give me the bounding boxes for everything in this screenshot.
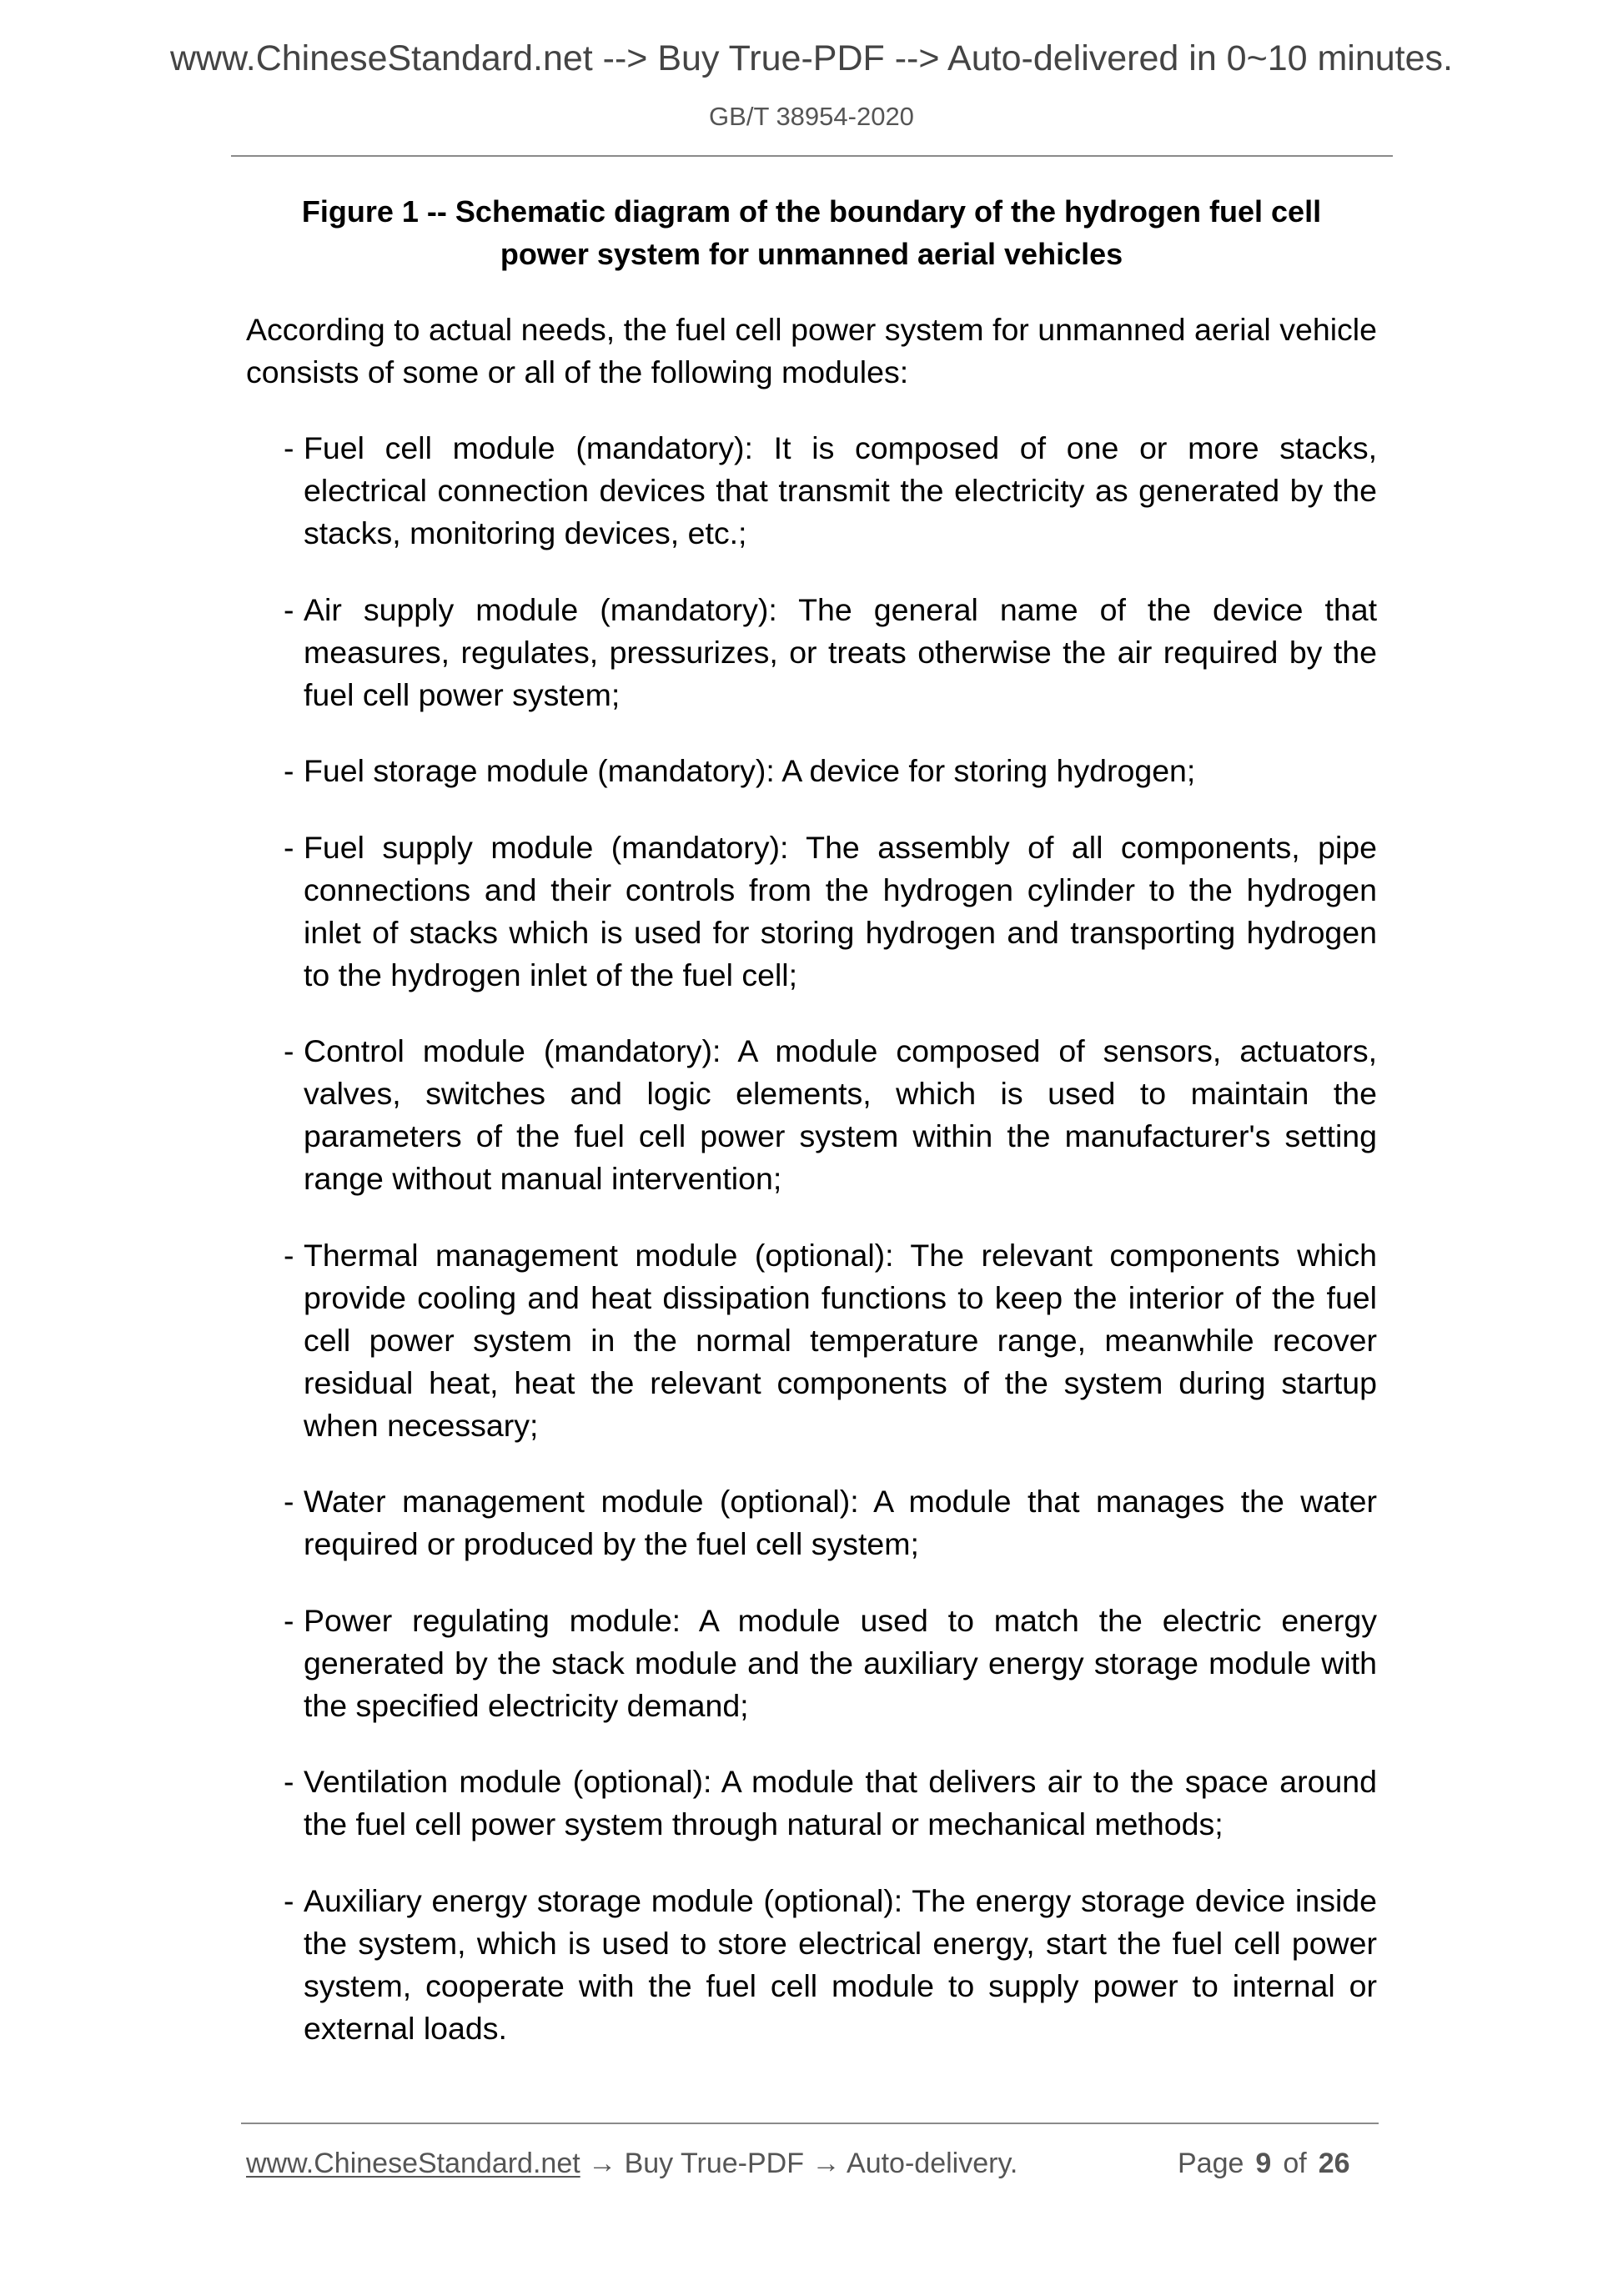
header-divider [231, 155, 1393, 157]
page-total: 26 [1318, 2148, 1350, 2179]
bullet-dash: - [284, 829, 294, 865]
arrow-right-icon: → [812, 2148, 841, 2179]
module-item-thermal-management [246, 1234, 1377, 1447]
module-text: Control module (mandatory): A module composed of sensors, actuators, valves, switches and logic elements, which is used to maintain the parameters of the fuel cell power system within the manufacturer's setting range without manual intervention; [304, 1033, 1377, 1196]
module-item-power-regulating [246, 1600, 1377, 1727]
module-text: Fuel supply module (mandatory): The assembly of all components, pipe connections and their controls from the hydrogen cylinder to the hydrogen inlet of stacks which is used for storing hydrogen and transporting hydrogen to the hydrogen inlet of the fuel cell; [304, 829, 1377, 992]
bullet-dash: - [284, 1602, 294, 1638]
bullet-dash: - [284, 1484, 294, 1519]
module-item-ventilation [246, 1761, 1377, 1846]
intro-paragraph: According to actual needs, the fuel cell power system for unmanned aerial vehicle consists of some or all of the following modules: [246, 312, 1377, 389]
module-text: Thermal management module (optional): The relevant components which provide cooling and heat dissipation functions to keep the interior of the fuel cell power system in the normal temperature range, meanwhile recover residual heat, heat the relevant components of the system during startup when necessary; [304, 1237, 1377, 1443]
figure-caption-line-2: power system for unmanned aerial vehicles [500, 237, 1123, 271]
footer-site-link[interactable]: www.ChineseStandard.net [246, 2148, 580, 2179]
module-text: Auxiliary energy storage module (optional): The energy storage device inside the system, which is used to store electrical energy, start the fuel cell power system, cooperate with the fuel cell module to supply power to internal or external loads. [304, 1882, 1377, 2046]
module-text: Power regulating module: A module used to match the electric energy generated by the stack module and the auxiliary energy storage module with the specified electricity demand; [304, 1602, 1377, 1723]
module-item-control [246, 1030, 1377, 1200]
bullet-dash: - [284, 430, 294, 465]
module-text: Ventilation module (optional): A module that delivers air to the space around the fuel cell power system through natural or mechanical methods; [304, 1764, 1377, 1841]
document-body [246, 190, 1377, 2083]
module-list [246, 427, 1377, 2050]
page-number [1178, 2145, 1350, 2182]
module-text: Air supply module (mandatory): The general name of the device that measures, regulates, pressurizes, or treats otherwise the air required by the fuel cell power system; [304, 591, 1377, 712]
module-text: Fuel storage module (mandatory): A device for storing hydrogen; [304, 753, 1196, 788]
bullet-dash: - [284, 1764, 294, 1799]
footer-divider [241, 2123, 1379, 2124]
module-item-fuel-storage [246, 750, 1377, 792]
module-text: Fuel cell module (mandatory): It is composed of one or more stacks, electrical connection devices that transmit the electricity as generated by the stacks, monitoring devices, etc.; [304, 430, 1377, 550]
module-item-water-management [246, 1480, 1377, 1565]
module-item-fuel-supply [246, 826, 1377, 997]
bullet-dash: - [284, 1237, 294, 1273]
page-of-label: of [1283, 2148, 1307, 2179]
module-text: Water management module (optional): A module that manages the water required or produced by the fuel cell system; [304, 1484, 1377, 1561]
arrow-right-icon: → [588, 2148, 617, 2179]
standard-code: GB/T 38954-2020 [709, 102, 914, 131]
module-item-auxiliary-energy-storage [246, 1880, 1377, 2050]
page-footer [246, 2145, 1376, 2182]
footer-delivery-text: Auto-delivery. [847, 2148, 1018, 2179]
bullet-dash: - [284, 753, 294, 788]
bullet-dash: - [284, 1033, 294, 1068]
bullet-dash: - [284, 1882, 294, 1918]
figure-caption-line-1: Figure 1 -- Schematic diagram of the boundary of the hydrogen fuel cell [301, 194, 1322, 229]
figure-caption [246, 190, 1377, 275]
footer-buy-text: Buy True-PDF [624, 2148, 804, 2179]
module-item-fuel-cell [246, 427, 1377, 555]
page-label: Page [1178, 2148, 1244, 2179]
module-item-air-supply [246, 589, 1377, 716]
page-banner: www.ChineseStandard.net --> Buy True-PDF --> Auto-delivered in 0~10 minutes. [169, 38, 1453, 78]
bullet-dash: - [284, 591, 294, 627]
footer-promo [246, 2145, 1018, 2182]
page-current: 9 [1255, 2148, 1272, 2179]
